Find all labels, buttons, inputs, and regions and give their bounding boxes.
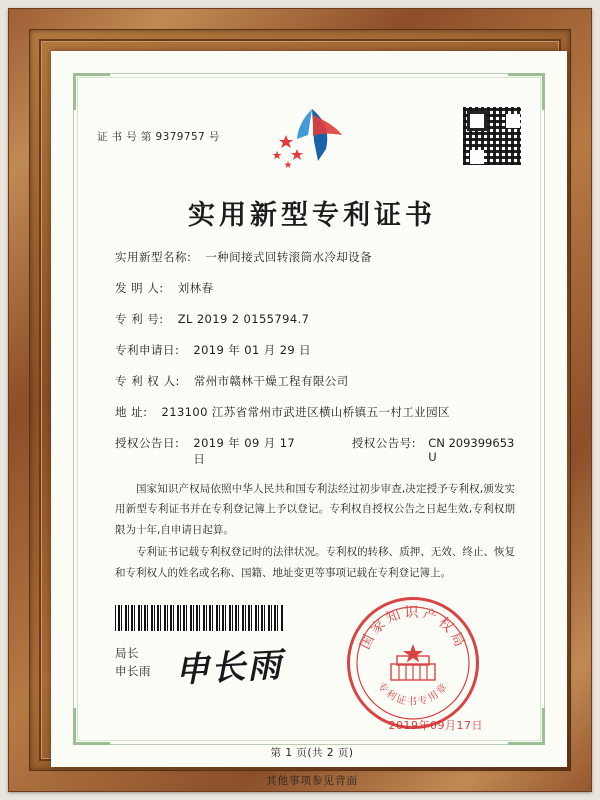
seal-date: 2019年09月17日	[388, 719, 483, 732]
field-label: 地 址:	[115, 405, 148, 419]
document-content	[97, 97, 527, 787]
field-value: 常州市赣林干燥工程有限公司	[193, 374, 349, 388]
field-value-grant-date: 2019 年 09 月 17 日	[193, 436, 296, 466]
official-seal	[347, 597, 479, 729]
field-row-name	[115, 249, 517, 265]
field-row-patentee	[115, 373, 517, 389]
field-label: 专 利 权 人:	[115, 374, 180, 388]
certificate-frame	[8, 8, 592, 792]
field-row-application-date	[115, 342, 517, 358]
field-label: 实用新型名称:	[115, 250, 192, 264]
legal-paragraph-2: 专利证书记载专利权登记时的法律状况。专利权的转移、质押、无效、终止、恢复和专利权人的姓名或名称、国籍、地址变更等事项记载在专利登记簿上。	[115, 546, 515, 579]
field-value: 213100 江苏省常州市武进区横山桥镇五一村工业园区	[161, 405, 450, 419]
field-value: ZL 2019 2 0155794.7	[177, 312, 310, 326]
handwritten-signature: 申长雨	[174, 645, 285, 691]
legal-paragraph-1: 国家知识产权局依照中华人民共和国专利法经过初步审查,决定授予专利权,颁发实用新型专利证书并在专利登记簿上予以登记。专利权自授权公告之日起生效,专利权期限为十年,自申请日起算。	[115, 483, 515, 536]
field-list	[115, 249, 517, 482]
svg-text:国家知识产权局: 国家知识产权局	[357, 605, 469, 652]
field-label-grant-number: 授权公告号:	[351, 436, 417, 450]
certificate-document	[51, 51, 567, 787]
field-row-address	[115, 404, 517, 420]
field-label-grant-date: 授权公告日:	[115, 436, 180, 450]
barcode	[115, 605, 283, 631]
svg-text:专利证书专用章: 专利证书专用章	[375, 680, 451, 708]
field-row-inventor	[115, 280, 517, 296]
field-value: 一种间接式回转滚筒水冷却设备	[205, 250, 372, 264]
signature-title-line-1: 局长	[115, 646, 139, 660]
signature-title-line-2: 申长雨	[115, 663, 151, 678]
page-title: 实用新型专利证书	[188, 200, 436, 231]
signature-title	[115, 645, 151, 681]
field-label: 专利申请日:	[115, 343, 180, 357]
field-label: 发 明 人:	[115, 281, 164, 295]
field-value: 2019 年 01 月 29 日	[193, 343, 312, 357]
legal-text	[115, 479, 515, 585]
field-row-patent-number	[115, 311, 517, 327]
page-indicator: 第 1 页(共 2 页)	[270, 747, 354, 759]
certificate-number: 证 书 号 第 9379757 号	[97, 131, 220, 143]
cnipa-logo-icon	[97, 101, 527, 179]
field-row-grant-announcement	[115, 435, 517, 467]
back-side-note: 其他事项参见背面	[266, 775, 358, 787]
field-value-grant-number: CN 209399653 U	[428, 436, 515, 464]
field-label: 专 利 号:	[115, 312, 164, 326]
field-value: 刘林春	[177, 281, 214, 295]
